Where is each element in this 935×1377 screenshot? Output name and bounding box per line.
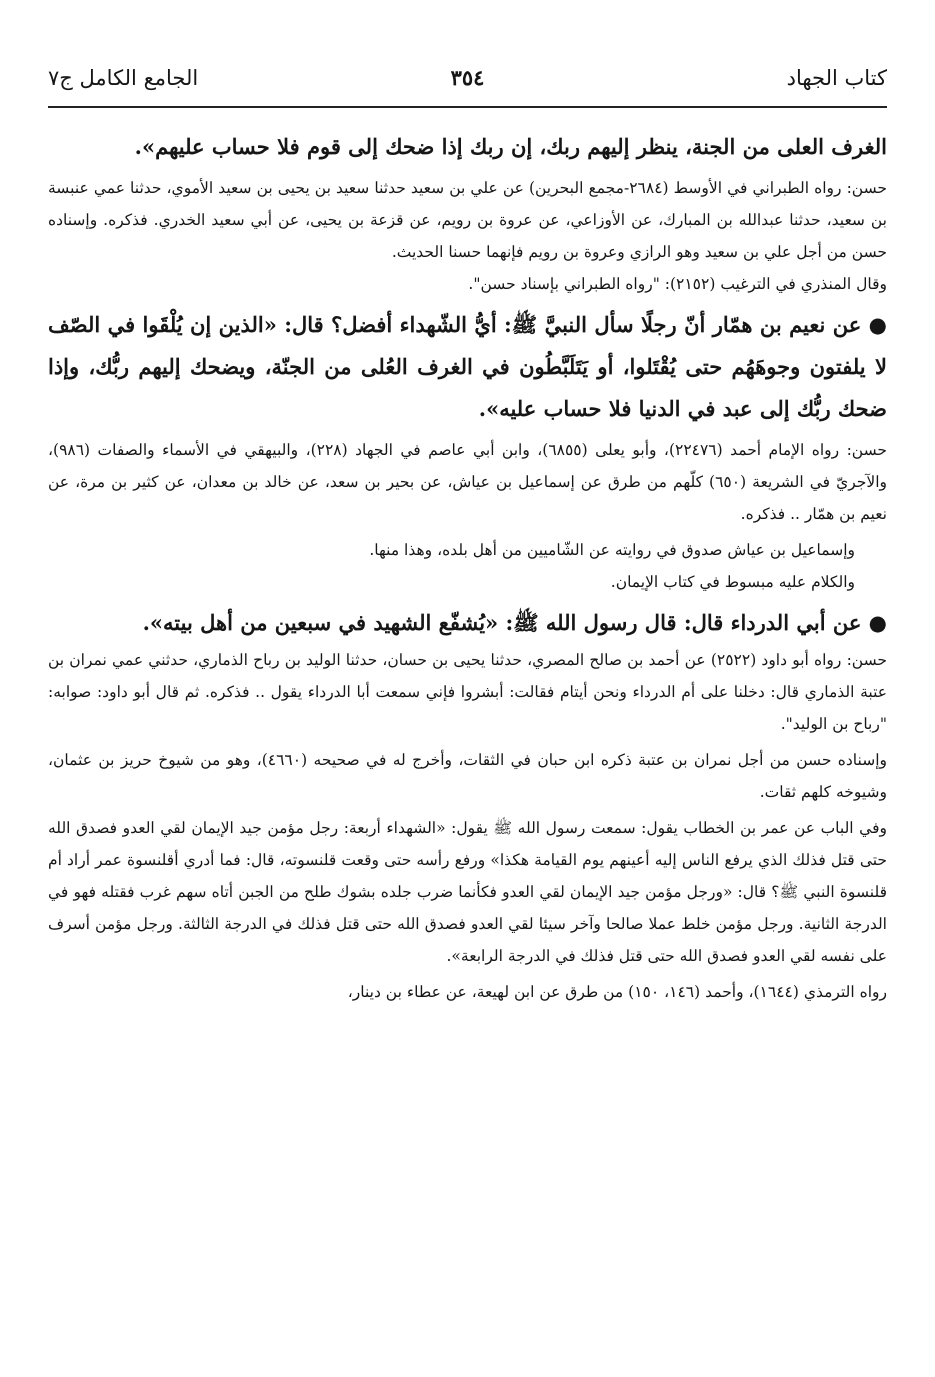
running-header	[48, 58, 887, 98]
chapter-title: كتاب الجهاد	[786, 66, 887, 90]
book-title: الجامع الكامل ج٧	[48, 66, 199, 90]
page-body	[48, 126, 887, 1008]
commentary-paragraph: وإسناده حسن من أجل نمران بن عتبة ذكره ابن حبان في الثقات، وأخرج له في صحيحه (٤٦٦٠)، وهو من شيوخ حريز بن عثمان، وشيوخه كلهم ثقات.	[48, 751, 887, 801]
hadith-paragraph: ● عن أبي الدرداء قال: قال رسول الله ﷺ: «يُشفّع الشهيد في سبعين من أهل بيته».	[142, 610, 887, 635]
header-rule	[48, 106, 887, 108]
page-number: ٣٥٤	[450, 65, 485, 90]
commentary-paragraph: حسن: رواه الطبراني في الأوسط (٢٦٨٤-مجمع البحرين) عن علي بن سعيد حدثنا سعيد بن يحيى بن سعيد الأموي، حدثنا عمي عنبسة بن سعيد، حدثنا عبدالله بن المبارك، عن الأوزاعي، عن عروة بن رويم، عن قزعة بن يحيى، عن أبي سعيد الخدري. فذكره. وإسناده حسن من أجل علي بن سعيد وهو الرازي وعروة بن رويم فإنهما حسنا الحديث.	[48, 179, 888, 261]
commentary-paragraph: وفي الباب عن عمر بن الخطاب يقول: سمعت رسول الله ﷺ يقول: «الشهداء أربعة: رجل مؤمن جيد الإيمان لقي العدو فصدق الله حتى قتل فذلك الذي يرفع الناس إليه أعينهم يوم القيامة هكذا» ورفع رأسه حتى وقعت قلنسوته، قال: فما أدري أقلنسوة عمر أراد أم قلنسوة النبي ﷺ؟ قال: «ورجل مؤمن جيد الإيمان لقي العدو فكأنما ضرب جلده بشوك طلح من الجبن أتاه سهم غرب فقتله فهو في الدرجة الثانية. ورجل مؤمن خلط عملا صالحا وآخر سيئا لقي العدو فصدق الله حتى قتل فذلك في الدرجة الثالثة. ورجل مؤمن أسرف على نفسه لقي العدو فصدق الله حتى قتل فذلك في الدرجة الرابعة».	[48, 819, 887, 965]
commentary-paragraph: وقال المنذري في الترغيب (٢١٥٢): "رواه الطبراني بإسناد حسن".	[468, 275, 887, 293]
commentary-paragraph: رواه الترمذي (١٦٤٤)، وأحمد (١٤٦، ١٥٠) من طرق عن ابن لهيعة، عن عطاء بن دينار،	[347, 983, 887, 1001]
hadith-paragraph: ● عن نعيم بن همّار أنّ رجلًا سأل النبيَّ ﷺ: أيُّ الشّهداء أفضل؟ قال: «الذين إن يُلْقَوا في الصّف لا يلفتون وجوهَهُم حتى يُقْتَلوا، أو يَتَلَبَّطُون في الغرف العُلى من الجنّة، ويضحك إليهم ربُّك، وإذا ضحك ربُّك إلى عبد في الدنيا فلا حساب عليه».	[48, 312, 887, 421]
commentary-paragraph: حسن: رواه الإمام أحمد (٢٢٤٧٦)، وأبو يعلى (٦٨٥٥)، وابن أبي عاصم في الجهاد (٢٢٨)، والبيهقي في الأسماء والصفات (٩٨٦)، والآجريّ في الشريعة (٦٥٠) كلّهم من طرق عن إسماعيل بن عياش، عن بحير بن سعد، عن خالد بن معدان، عن كثير بن مرة، عن نعيم بن همّار .. فذكره.	[48, 441, 887, 523]
commentary-paragraph: حسن: رواه أبو داود (٢٥٢٢) عن أحمد بن صالح المصري، حدثنا يحيى بن حسان، حدثنا الوليد بن رباح الذماري، حدثني عمي نمران بن عتبة الذماري قال: دخلنا على أم الدرداء ونحن أيتام فقالت: أبشروا فإني سمعت أبا الدرداء يقول .. فذكره. ثم قال أبو داود: صوابه: "رباح بن الوليد".	[48, 651, 887, 733]
hadith-continuation: الغرف العلى من الجنة، ينظر إليهم ربك، إن ربك إذا ضحك إلى قوم فلا حساب عليهم».	[134, 134, 887, 159]
commentary-paragraph: وإسماعيل بن عياش صدوق في روايته عن الشّاميين من أهل بلده، وهذا منها.	[369, 541, 855, 559]
commentary-paragraph: والكلام عليه مبسوط في كتاب الإيمان.	[610, 573, 855, 591]
